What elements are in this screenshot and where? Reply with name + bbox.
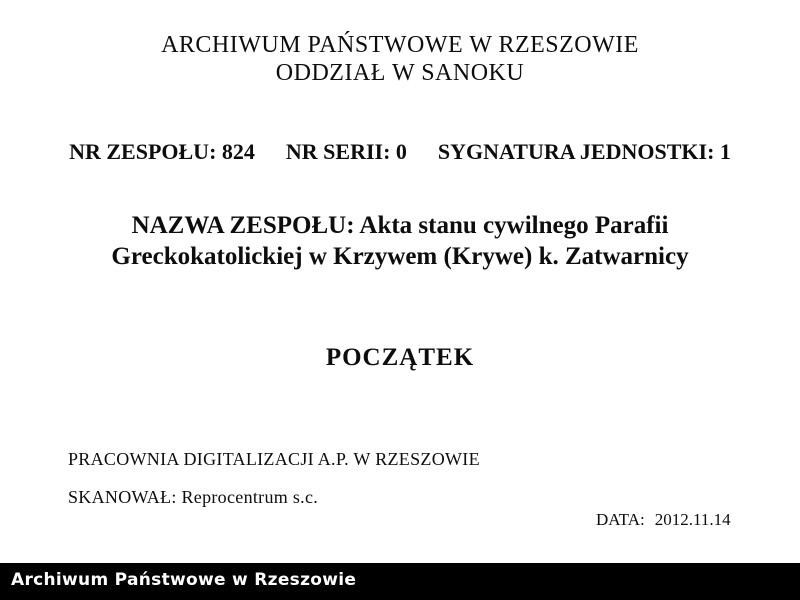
scan-date-label: DATA: bbox=[596, 510, 645, 529]
archive-header bbox=[0, 31, 800, 87]
archive-name: ARCHIWUM PAŃSTWOWE W RZESZOWIE bbox=[161, 32, 639, 58]
scan-date bbox=[596, 510, 731, 530]
fonds-name bbox=[0, 210, 800, 272]
section-marker: POCZĄTEK bbox=[325, 344, 475, 371]
digitization-lab: PRACOWNIA DIGITALIZACJI A.P. W RZESZOWIE bbox=[68, 449, 480, 469]
archive-branch: ODDZIAŁ W SANOKU bbox=[275, 60, 525, 86]
unit-signature: SYGNATURA JEDNOSTKI: 1 bbox=[437, 139, 731, 164]
scan-date-value: 2012.11.14 bbox=[654, 510, 731, 529]
reference-line bbox=[0, 139, 800, 165]
fonds-name-line1: NAZWA ZESPOŁU: Akta stanu cywilnego Parafii bbox=[131, 212, 669, 239]
fonds-number: NR ZESPOŁU: 824 bbox=[69, 139, 255, 164]
scanned-by: SKANOWAŁ: Reprocentrum s.c. bbox=[68, 487, 319, 507]
fonds-name-line2: Greckokatolickiej w Krzywem (Krywe) k. Zatwarnicy bbox=[111, 243, 689, 270]
series-number: NR SERII: 0 bbox=[285, 139, 407, 164]
footer-bar bbox=[0, 563, 800, 600]
footer-bar-label: Archiwum Państwowe w Rzeszowie bbox=[11, 570, 357, 590]
